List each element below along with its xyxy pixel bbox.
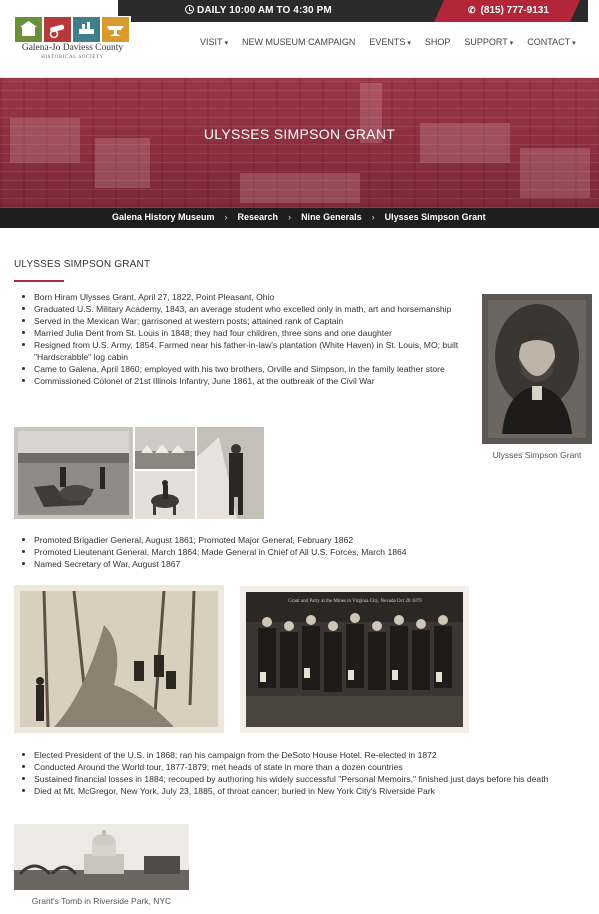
chevron-down-icon: ▾ — [407, 40, 411, 47]
list-item: Sustained financial losses in 1884; recouped by authoring his widely successful "Personal Memoirs," finished just days before his death — [20, 773, 580, 785]
chevron-down-icon: ▾ — [509, 40, 514, 47]
list-item: Came to Galena, April 1860; employed with his two brothers, Orville and Simpson, in the family leather store — [20, 363, 466, 375]
page-title: ULYSSES SIMPSON GRANT — [14, 259, 151, 270]
portrait-caption: Ulysses Simpson Grant — [492, 450, 582, 460]
opening-hours — [185, 5, 332, 16]
phone-icon: ✆ — [468, 5, 476, 15]
breadcrumb — [0, 208, 599, 228]
breadcrumb-home[interactable]: Galena History Museum — [112, 212, 215, 222]
logo-tile-anvil — [102, 17, 129, 42]
bullet-list-early-life — [20, 291, 466, 387]
chevron-right-icon: › — [288, 212, 292, 222]
tomb-caption: Grant's Tomb in Riverside Park, NYC — [31, 896, 172, 906]
clock-icon — [185, 5, 194, 14]
nav-events[interactable]: EVENTS ▾ — [369, 37, 411, 47]
hero-title: ULYSSES SIMPSON GRANT — [203, 126, 396, 142]
chevron-right-icon: › — [371, 212, 375, 222]
bullet-list-presidency — [20, 749, 580, 797]
title-underline — [14, 280, 64, 282]
list-item: Commissioned Colonel of 21st Illinois Infantry, June 1861, at the outbreak of the Civil War — [20, 375, 466, 387]
list-item: Elected President of the U.S. in 1868; ran his campaign from the DeSoto House Hotel. Re-elected in 1872 — [20, 749, 580, 761]
phone-link[interactable] — [444, 0, 570, 22]
list-item: Died at Mt. McGregor, New York, July 23, 1885, of throat cancer; buried in New York City's Riverside Park — [20, 785, 580, 797]
list-item: Conducted Around the World tour, 1877-1879; met heads of state in more than a dozen countries — [20, 761, 580, 773]
site-logo[interactable] — [14, 16, 131, 74]
horseman-photo-image — [135, 471, 195, 519]
grant-portrait-image — [482, 294, 592, 444]
chevron-down-icon: ▾ — [224, 40, 229, 47]
main-nav — [200, 37, 576, 47]
phone-number[interactable]: (815) 777-9131 — [480, 5, 549, 16]
chevron-right-icon: › — [224, 212, 228, 222]
list-item: Promoted Lieutenant General, March 1864; Made General in Chief of All U.S. Forces, March 1864 — [20, 546, 560, 558]
tents-photo-image — [135, 427, 195, 469]
virginia-city-mine-photo-image — [240, 586, 469, 733]
logo-tile-cannon — [44, 17, 71, 42]
grants-tomb-image — [14, 824, 189, 890]
logo-subtitle: HISTORICAL SOCIETY — [41, 55, 104, 60]
list-item: Promoted Brigadier General, August 1861; Promoted Major General, February 1862 — [20, 534, 560, 546]
logo-tile-building — [15, 17, 42, 42]
list-item: Graduated U.S. Military Academy, 1843, an average student who excelled only in math, art and horsemanship — [20, 303, 466, 315]
list-item: Born Hiram Ulysses Grant, April 27, 1822, Point Pleasant, Ohio — [20, 291, 466, 303]
hours-text: DAILY 10:00 AM TO 4:30 PM — [197, 5, 332, 16]
hero-banner — [0, 78, 599, 208]
camp-photo-image — [14, 427, 133, 519]
bullet-list-promotions — [20, 534, 560, 570]
list-item: Married Julia Dent from St. Louis in 1848; they had four children, three sons and one daughter — [20, 327, 466, 339]
site-header — [0, 22, 599, 78]
nav-new-museum-campaign[interactable]: NEW MUSEUM CAMPAIGN — [242, 37, 356, 47]
nav-visit[interactable]: VISIT ▾ — [200, 37, 229, 47]
forest-group-photo-image — [14, 585, 224, 733]
photo-inscription: Grant and Party at the Mines in Virginia City, Nevada Oct 28 1879 — [288, 599, 422, 604]
nav-support[interactable]: SUPPORT ▾ — [464, 37, 514, 47]
grant-standing-photo-image — [197, 427, 264, 519]
breadcrumb-current: Ulysses Simpson Grant — [384, 212, 486, 222]
breadcrumb-research[interactable]: Research — [237, 212, 279, 222]
nav-shop[interactable]: SHOP — [424, 37, 451, 47]
logo-tile-steamboat — [73, 17, 100, 42]
chevron-down-icon: ▾ — [572, 40, 576, 47]
list-item: Served in the Mexican War; garrisoned at western posts; attained rank of Captain — [20, 315, 466, 327]
breadcrumb-nine-generals[interactable]: Nine Generals — [301, 212, 362, 222]
logo-name: Galena-Jo Daviess County — [21, 43, 124, 53]
nav-contact[interactable]: CONTACT ▾ — [527, 37, 576, 47]
list-item: Named Secretary of War, August 1867 — [20, 558, 560, 570]
list-item: Resigned from U.S. Army, 1854. Farmed near his father-in-law's plantation (White Haven) in St. Louis, MO; built "Hardscrabble" log cabin — [20, 339, 466, 363]
